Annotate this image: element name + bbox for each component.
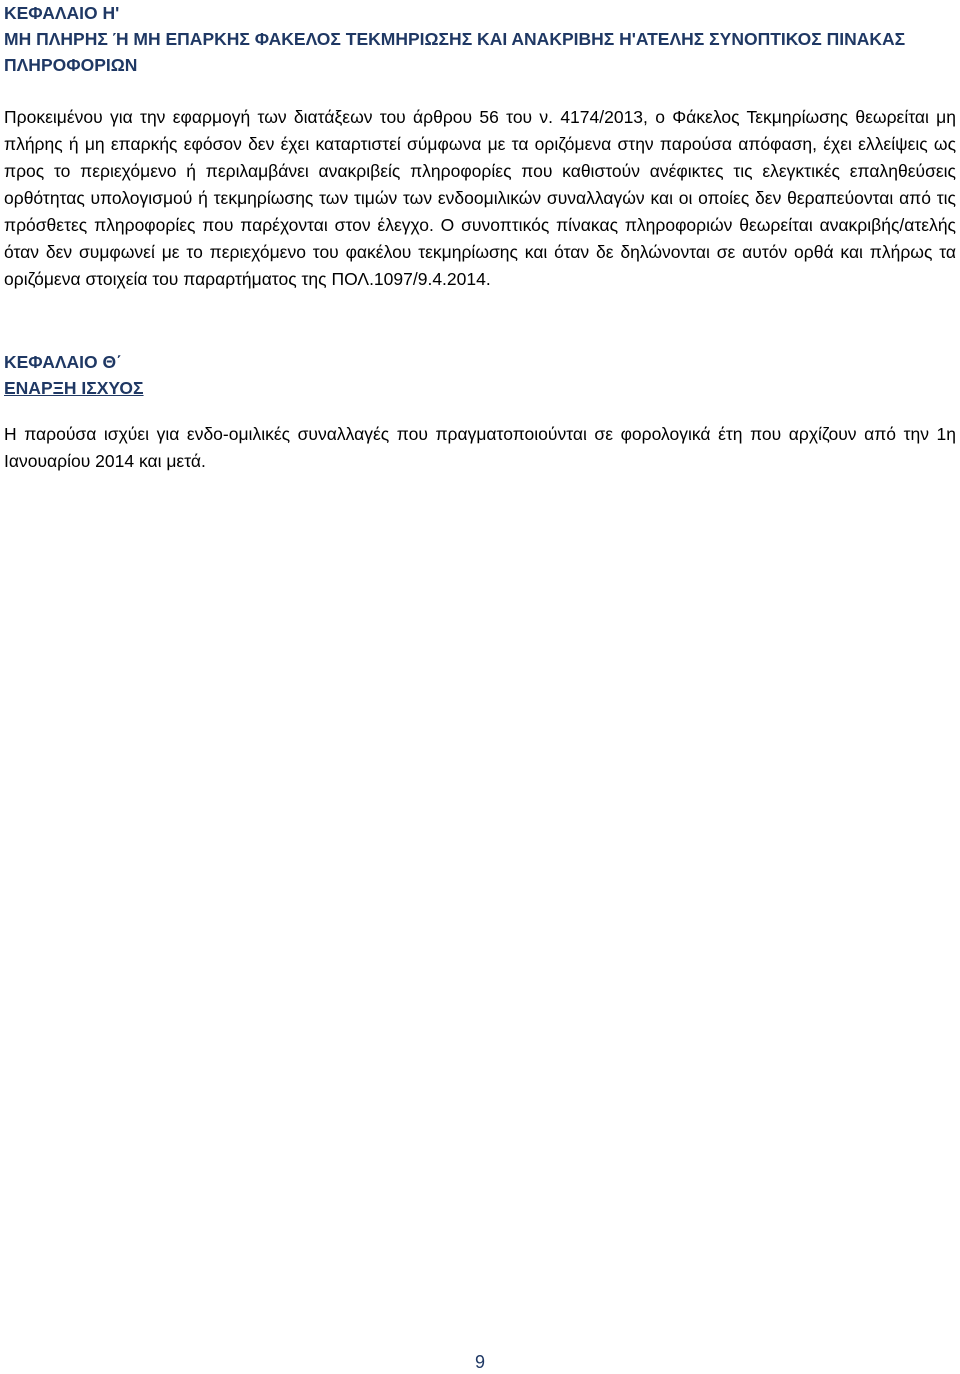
document-page xyxy=(4,0,956,475)
spacer xyxy=(4,78,956,104)
spacer xyxy=(4,321,956,349)
chapter-h-title-line1: ΜΗ ΠΛΗΡΗΣ Ή ΜΗ ΕΠΑΡΚΗΣ ΦΑΚΕΛΟΣ ΤΕΚΜΗΡΙΩΣΗΣ ΚΑΙ ΑΝΑΚΡΙΒΗΣ Η'ΑΤΕΛΗΣ ΣΥΝΟΠΤΙΚΟΣ ΠΙΝΑΚΑΣ xyxy=(4,29,906,49)
chapter-th-label: ΚΕΦΑΛΑΙΟ Θ΄ xyxy=(4,352,122,372)
spacer xyxy=(4,401,956,421)
chapter-h-label: ΚΕΦΑΛΑΙΟ Η' xyxy=(4,3,120,23)
spacer xyxy=(4,293,956,321)
chapter-th-paragraph: Η παρούσα ισχύει για ενδο-ομιλικές συναλλαγές που πραγματοποιούνται σε φορολογικά έτη που αρχίζουν από την 1η Ιανουαρίου 2014 και μετά. xyxy=(4,424,956,471)
chapter-th-title: ΕΝΑΡΞΗ ΙΣΧΥΟΣ xyxy=(4,378,144,398)
chapter-h-title-line2: ΠΛΗΡΟΦΟΡΙΩΝ xyxy=(4,55,138,75)
chapter-h-paragraph: Προκειμένου για την εφαρμογή των διατάξεων του άρθρου 56 του ν. 4174/2013, ο Φάκελος Τεκμηρίωσης θεωρείται μη πλήρης ή μη επαρκής εφόσον δεν έχει καταρτιστεί σύμφωνα με τα οριζόμενα στην παρούσα απόφαση, έχει ελλείψεις ως προς το περιεχόμενο ή περιλαμβάνει ανακριβείς πληροφορίες που καθιστούν ανέφικτες τις ελεγκτικές επαληθεύσεις ορθότητας υπολογισμού ή τεκμηρίωσης των τιμών των ενδοομιλικών συναλλαγών και οι οποίες δεν θεραπεύονται από τις πρόσθετες πληροφορίες που παρέχονται στον έλεγχο. Ο συνοπτικός πίνακας πληροφοριών θεωρείται ανακριβής/ατελής όταν δεν συμφωνεί με το περιεχόμενο του φακέλου τεκμηρίωσης και όταν δε δηλώνονται σε αυτόν ορθά και πλήρως τα οριζόμενα στοιχεία του παραρτήματος της ΠΟΛ.1097/9.4.2014. xyxy=(4,107,956,289)
page-number: 9 xyxy=(474,1352,485,1372)
